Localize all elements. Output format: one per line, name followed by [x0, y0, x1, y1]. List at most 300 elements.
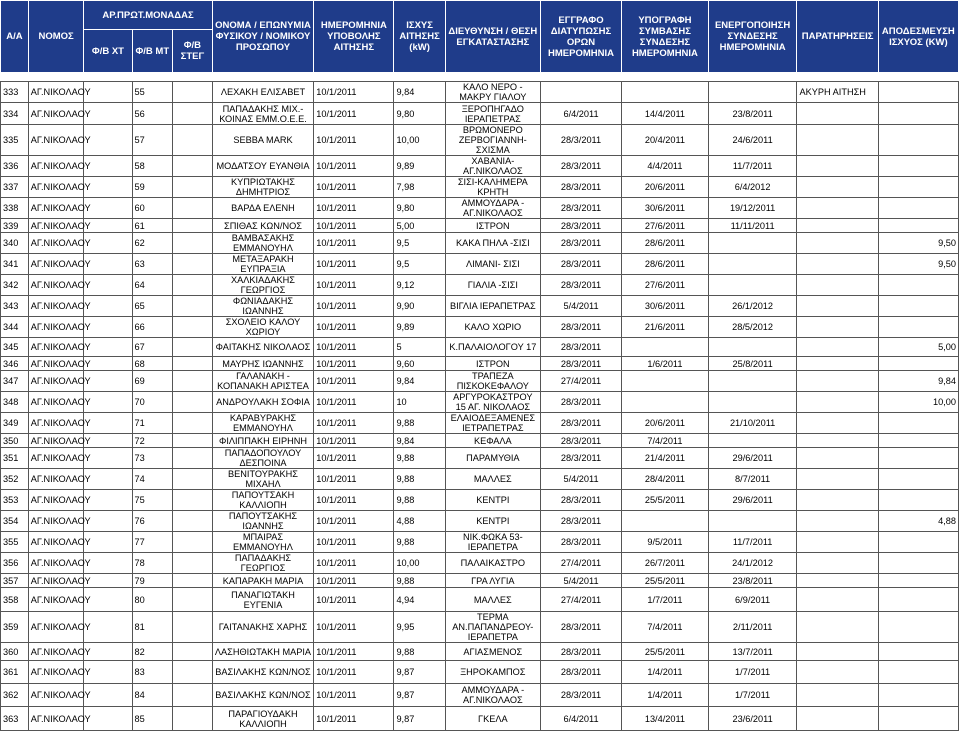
row-date: 10/1/2011 — [314, 661, 394, 684]
row-fb-xt — [84, 317, 132, 338]
row-fb-mt: 60 — [132, 198, 173, 219]
row-name: ΠΑΠΑΔΑΚΗΣ ΜΙΧ.- ΚΟΙΝΑΣ ΕΜΜ.Ο.Ε.Ε. — [212, 103, 314, 125]
row-date: 10/1/2011 — [314, 684, 394, 707]
row-name: ΑΝΔΡΟΥΛΑΚΗ ΣΟΦΙΑ — [212, 392, 314, 413]
row-contract-date: 30/6/2011 — [622, 296, 709, 317]
row-name: ΒΑΣΙΛΑΚΗΣ ΚΩΝ/ΝΟΣ — [212, 684, 314, 707]
row-power: 9,84 — [394, 371, 445, 392]
row-address: ΤΕΡΜΑ ΑΝ.ΠΑΠΑΝΔΡΕΟΥ-ΙΕΡΑΠΕΤΡΑ — [445, 612, 540, 643]
row-fb-steg — [173, 198, 213, 219]
row-activation-date: 6/9/2011 — [708, 588, 797, 612]
row-name: ΚΥΠΡΙΩΤΑΚΗΣ ΔΗΜΗΤΡΙΟΣ — [212, 177, 314, 198]
table-row — [1, 156, 959, 177]
row-contract-date: 25/5/2011 — [622, 490, 709, 511]
row-contract-date: 28/6/2011 — [622, 254, 709, 275]
row-terms-date: 28/3/2011 — [540, 511, 621, 532]
row-power: 9,88 — [394, 532, 445, 553]
row-fb-steg — [173, 275, 213, 296]
row-activation-date: 1/7/2011 — [708, 684, 797, 707]
row-fb-steg — [173, 684, 213, 707]
table-row — [1, 275, 959, 296]
table-row — [1, 254, 959, 275]
row-activation-date — [708, 338, 797, 357]
row-remarks — [797, 254, 878, 275]
row-contract-date: 27/6/2011 — [622, 219, 709, 233]
row-address: ΑΓΙΑΣΜΕΝΟΣ — [445, 643, 540, 661]
row-fb-xt — [84, 198, 132, 219]
row-fb-mt: 57 — [132, 125, 173, 156]
row-remarks — [797, 103, 878, 125]
row-activation-date: 24/6/2011 — [708, 125, 797, 156]
row-address: ΙΣΤΡΟΝ — [445, 357, 540, 371]
row-nomos: ΑΓ.ΝΙΚΟΛΑΟΥ — [28, 233, 84, 254]
row-date: 10/1/2011 — [314, 553, 394, 574]
row-power: 9,80 — [394, 103, 445, 125]
row-power: 4,88 — [394, 511, 445, 532]
row-activation-date: 19/12/2011 — [708, 198, 797, 219]
row-activation-date — [708, 275, 797, 296]
row-remarks — [797, 219, 878, 233]
row-release — [878, 219, 958, 233]
table-row — [1, 612, 959, 643]
table-row — [1, 296, 959, 317]
row-fb-steg — [173, 448, 213, 469]
row-fb-steg — [173, 469, 213, 490]
table-row — [1, 413, 959, 434]
row-fb-mt: 68 — [132, 357, 173, 371]
row-contract-date: 13/4/2011 — [622, 707, 709, 731]
row-activation-date — [708, 511, 797, 532]
row-date: 10/1/2011 — [314, 198, 394, 219]
row-terms-date: 28/3/2011 — [540, 317, 621, 338]
row-nomos: ΑΓ.ΝΙΚΟΛΑΟΥ — [28, 198, 84, 219]
row-contract-date: 1/7/2011 — [622, 588, 709, 612]
row-remarks: ΑΚΥΡΗ ΑΙΤΗΣΗ — [797, 82, 878, 103]
row-date: 10/1/2011 — [314, 125, 394, 156]
row-terms-date: 28/3/2011 — [540, 684, 621, 707]
header-paratiriseis: ΠΑΡΑΤΗΡΗΣΕΙΣ — [797, 1, 878, 73]
row-release — [878, 707, 958, 731]
row-terms-date: 28/3/2011 — [540, 177, 621, 198]
row-date: 10/1/2011 — [314, 511, 394, 532]
row-remarks — [797, 588, 878, 612]
row-contract-date: 20/6/2011 — [622, 413, 709, 434]
header-onoma: ΟΝΟΜΑ / ΕΠΩΝΥΜΙΑ ΦΥΣΙΚΟΥ / ΝΟΜΙΚΟΥ ΠΡΟΣΩΠΟΥ — [212, 1, 314, 73]
row-date: 10/1/2011 — [314, 612, 394, 643]
header-isxys: ΙΣΧΥΣ ΑΙΤΗΣΗΣ (kW) — [394, 1, 445, 73]
row-nomos: ΑΓ.ΝΙΚΟΛΑΟΥ — [28, 511, 84, 532]
row-power: 9,87 — [394, 707, 445, 731]
row-power: 9,90 — [394, 296, 445, 317]
row-power: 5 — [394, 338, 445, 357]
row-power: 9,89 — [394, 156, 445, 177]
row-power: 5,00 — [394, 219, 445, 233]
row-contract-date: 21/4/2011 — [622, 448, 709, 469]
row-fb-xt — [84, 219, 132, 233]
row-release — [878, 156, 958, 177]
row-aa: 352 — [1, 469, 29, 490]
row-power: 9,88 — [394, 448, 445, 469]
row-aa: 345 — [1, 338, 29, 357]
row-fb-mt: 77 — [132, 532, 173, 553]
table-row — [1, 511, 959, 532]
row-address: ΝΙΚ.ΦΩΚΑ 53-ΙΕΡΑΠΕΤΡΑ — [445, 532, 540, 553]
row-remarks — [797, 469, 878, 490]
row-release — [878, 177, 958, 198]
row-contract-date: 30/6/2011 — [622, 198, 709, 219]
row-nomos: ΑΓ.ΝΙΚΟΛΑΟΥ — [28, 661, 84, 684]
table-row — [1, 553, 959, 574]
row-terms-date: 28/3/2011 — [540, 532, 621, 553]
row-aa: 336 — [1, 156, 29, 177]
row-terms-date: 28/3/2011 — [540, 643, 621, 661]
row-release — [878, 448, 958, 469]
row-fb-mt: 80 — [132, 588, 173, 612]
row-fb-mt: 62 — [132, 233, 173, 254]
row-nomos: ΑΓ.ΝΙΚΟΛΑΟΥ — [28, 125, 84, 156]
row-activation-date: 29/6/2011 — [708, 490, 797, 511]
row-fb-steg — [173, 371, 213, 392]
row-nomos: ΑΓ.ΝΙΚΟΛΑΟΥ — [28, 82, 84, 103]
row-aa: 346 — [1, 357, 29, 371]
row-activation-date: 11/7/2011 — [708, 156, 797, 177]
row-aa: 354 — [1, 511, 29, 532]
row-fb-mt: 66 — [132, 317, 173, 338]
row-fb-mt: 70 — [132, 392, 173, 413]
row-fb-xt — [84, 125, 132, 156]
row-fb-xt — [84, 448, 132, 469]
row-terms-date: 27/4/2011 — [540, 588, 621, 612]
row-date: 10/1/2011 — [314, 707, 394, 731]
row-name: SEBBA MARK — [212, 125, 314, 156]
row-fb-xt — [84, 532, 132, 553]
row-fb-mt: 61 — [132, 219, 173, 233]
row-fb-xt — [84, 82, 132, 103]
row-power: 7,98 — [394, 177, 445, 198]
row-date: 10/1/2011 — [314, 588, 394, 612]
row-contract-date: 14/4/2011 — [622, 103, 709, 125]
row-power: 9,5 — [394, 254, 445, 275]
row-fb-xt — [84, 434, 132, 448]
row-fb-steg — [173, 643, 213, 661]
row-power: 9,88 — [394, 469, 445, 490]
row-fb-steg — [173, 511, 213, 532]
row-remarks — [797, 233, 878, 254]
row-address: ΓΡΑ ΛΥΓΙΑ — [445, 574, 540, 588]
row-fb-mt: 58 — [132, 156, 173, 177]
row-name: ΠΑΠΟΥΤΣΑΚΗ ΚΑΛΛΙΟΠΗ — [212, 490, 314, 511]
row-aa: 340 — [1, 233, 29, 254]
row-release: 4,88 — [878, 511, 958, 532]
row-address: ΓΙΑΛΙΑ -ΣΙΣΙ — [445, 275, 540, 296]
row-fb-mt: 85 — [132, 707, 173, 731]
header-eggrafo: ΕΓΓΡΑΦΟ ΔΙΑΤΥΠΩΣΗΣ ΟΡΩΝ ΗΜΕΡΟΜΗΝΙΑ — [540, 1, 621, 73]
row-terms-date: 5/4/2011 — [540, 296, 621, 317]
row-activation-date: 26/1/2012 — [708, 296, 797, 317]
row-contract-date: 1/4/2011 — [622, 684, 709, 707]
row-fb-steg — [173, 434, 213, 448]
row-power: 9,88 — [394, 574, 445, 588]
row-aa: 363 — [1, 707, 29, 731]
row-address: ΚΑΚΑ ΠΗΛΑ -ΣΙΣΙ — [445, 233, 540, 254]
row-release — [878, 469, 958, 490]
table-row — [1, 338, 959, 357]
row-name: ΛΑΣΗΘΙΩΤΑΚΗ ΜΑΡΙΑ — [212, 643, 314, 661]
row-aa: 337 — [1, 177, 29, 198]
row-terms-date: 28/3/2011 — [540, 233, 621, 254]
row-aa: 355 — [1, 532, 29, 553]
row-fb-steg — [173, 338, 213, 357]
row-fb-xt — [84, 511, 132, 532]
row-fb-xt — [84, 275, 132, 296]
table-row — [1, 103, 959, 125]
header-ypografi: ΥΠΟΓΡΑΦΗ ΣΥΜΒΑΣΗΣ ΣΥΝΔΕΣΗΣ ΗΜΕΡΟΜΗΝΙΑ — [622, 1, 709, 73]
header-date-aitisis: ΗΜΕΡΟΜΗΝΙΑ ΥΠΟΒΟΛΗΣ ΑΙΤΗΣΗΣ — [314, 1, 394, 73]
row-address: ΣΙΣΙ-ΚΑΛΗΜΕΡΑ ΚΡΗΤΗ — [445, 177, 540, 198]
row-fb-mt: 71 — [132, 413, 173, 434]
row-address: ΜΑΛΛΕΣ — [445, 588, 540, 612]
row-activation-date — [708, 82, 797, 103]
row-name: ΒΑΜΒΑΣΑΚΗΣ ΕΜΜΑΝΟΥΗΛ — [212, 233, 314, 254]
table-row — [1, 434, 959, 448]
row-contract-date: 21/6/2011 — [622, 317, 709, 338]
table-row — [1, 357, 959, 371]
row-release — [878, 553, 958, 574]
row-activation-date: 23/8/2011 — [708, 574, 797, 588]
row-name: ΚΑΡΑΒΥΡΑΚΗΣ ΕΜΜΑΝΟΥΗΛ — [212, 413, 314, 434]
row-fb-xt — [84, 684, 132, 707]
row-fb-mt: 74 — [132, 469, 173, 490]
row-date: 10/1/2011 — [314, 357, 394, 371]
row-remarks — [797, 125, 878, 156]
row-remarks — [797, 371, 878, 392]
row-name: ΠΑΝΑΓΙΩΤΑΚΗ ΕΥΓΕΝΙΑ — [212, 588, 314, 612]
row-activation-date: 21/10/2011 — [708, 413, 797, 434]
row-address: ΕΛΑΙΟΔΕΞΑΜΕΝΕΣ ΙΕΤΡΑΠΕΤΡΑΣ — [445, 413, 540, 434]
row-fb-mt: 81 — [132, 612, 173, 643]
row-contract-date: 28/6/2011 — [622, 233, 709, 254]
table-row — [1, 448, 959, 469]
row-aa: 333 — [1, 82, 29, 103]
row-name: ΣΧΟΛΕΙΟ ΚΑΛΟΥ ΧΩΡΙΟΥ — [212, 317, 314, 338]
row-fb-steg — [173, 82, 213, 103]
row-activation-date: 2/11/2011 — [708, 612, 797, 643]
row-activation-date — [708, 254, 797, 275]
row-contract-date: 1/6/2011 — [622, 357, 709, 371]
row-fb-mt: 59 — [132, 177, 173, 198]
row-fb-xt — [84, 413, 132, 434]
row-terms-date: 6/4/2011 — [540, 707, 621, 731]
row-power: 9,84 — [394, 82, 445, 103]
row-contract-date — [622, 511, 709, 532]
row-release: 9,84 — [878, 371, 958, 392]
row-release — [878, 357, 958, 371]
table-row — [1, 233, 959, 254]
row-remarks — [797, 574, 878, 588]
table-row — [1, 198, 959, 219]
row-date: 10/1/2011 — [314, 219, 394, 233]
row-terms-date: 27/4/2011 — [540, 371, 621, 392]
row-terms-date: 28/3/2011 — [540, 392, 621, 413]
row-remarks — [797, 707, 878, 731]
row-name: ΣΠΙΘΑΣ ΚΩΝ/ΝΟΣ — [212, 219, 314, 233]
row-nomos: ΑΓ.ΝΙΚΟΛΑΟΥ — [28, 275, 84, 296]
row-name: ΠΑΠΟΥΤΣΑΚΗΣ ΙΩΑΝΝΗΣ — [212, 511, 314, 532]
row-address: ΑΡΓΥΡΟΚΑΣΤΡΟΥ 15 ΑΓ. ΝΙΚΟΛΑΟΣ — [445, 392, 540, 413]
row-activation-date: 1/7/2011 — [708, 661, 797, 684]
row-fb-xt — [84, 574, 132, 588]
row-name: ΦΩΝΙΑΔΑΚΗΣ ΙΩΑΝΝΗΣ — [212, 296, 314, 317]
row-remarks — [797, 643, 878, 661]
row-address: ΠΑΡΑΜΥΘΙΑ — [445, 448, 540, 469]
row-contract-date: 4/4/2011 — [622, 156, 709, 177]
row-terms-date: 28/3/2011 — [540, 612, 621, 643]
row-nomos: ΑΓ.ΝΙΚΟΛΑΟΥ — [28, 371, 84, 392]
row-release — [878, 275, 958, 296]
row-date: 10/1/2011 — [314, 254, 394, 275]
row-contract-date: 20/4/2011 — [622, 125, 709, 156]
row-nomos: ΑΓ.ΝΙΚΟΛΑΟΥ — [28, 553, 84, 574]
row-address: ΑΜΜΟΥΔΑΡΑ - ΑΓ.ΝΙΚΟΛΑΟΣ — [445, 198, 540, 219]
row-power: 10,00 — [394, 553, 445, 574]
row-fb-xt — [84, 588, 132, 612]
row-fb-mt: 72 — [132, 434, 173, 448]
row-name: ΜΟΔΑΤΣΟΥ ΕΥΑΝΘΙΑ — [212, 156, 314, 177]
row-address: ΚΑΛΟ ΧΩΡΙΟ — [445, 317, 540, 338]
row-power: 9,95 — [394, 612, 445, 643]
table-row — [1, 707, 959, 731]
header-fb-xt: Φ/Β ΧΤ — [84, 30, 132, 73]
table-body — [1, 73, 959, 731]
row-fb-mt: 56 — [132, 103, 173, 125]
row-aa: 341 — [1, 254, 29, 275]
row-release — [878, 82, 958, 103]
row-terms-date: 5/4/2011 — [540, 469, 621, 490]
row-address: ΛΙΜΑΝΙ- ΣΙΣΙ — [445, 254, 540, 275]
row-aa: 358 — [1, 588, 29, 612]
row-name: ΚΑΠΑΡΑΚΗ ΜΑΡΙΑ — [212, 574, 314, 588]
row-date: 10/1/2011 — [314, 156, 394, 177]
row-address: ΓΚΕΛΑ — [445, 707, 540, 731]
row-aa: 342 — [1, 275, 29, 296]
table-row — [1, 371, 959, 392]
row-remarks — [797, 684, 878, 707]
row-aa: 351 — [1, 448, 29, 469]
row-terms-date: 28/3/2011 — [540, 490, 621, 511]
row-fb-steg — [173, 553, 213, 574]
row-address: ΜΑΛΛΕΣ — [445, 469, 540, 490]
row-address: ΙΣΤΡΟΝ — [445, 219, 540, 233]
table-row — [1, 643, 959, 661]
row-fb-steg — [173, 219, 213, 233]
row-aa: 360 — [1, 643, 29, 661]
row-release — [878, 198, 958, 219]
row-power: 4,94 — [394, 588, 445, 612]
table-row — [1, 125, 959, 156]
row-remarks — [797, 275, 878, 296]
row-address: ΚΕΦΑΛΑ — [445, 434, 540, 448]
row-fb-steg — [173, 254, 213, 275]
row-nomos: ΑΓ.ΝΙΚΟΛΑΟΥ — [28, 532, 84, 553]
row-fb-xt — [84, 469, 132, 490]
header-fb-mt: Φ/Β ΜΤ — [132, 30, 173, 73]
row-address: ΠΑΛΑΙΚΑΣΤΡΟ — [445, 553, 540, 574]
row-contract-date: 28/4/2011 — [622, 469, 709, 490]
row-release — [878, 661, 958, 684]
row-fb-steg — [173, 357, 213, 371]
row-activation-date: 29/6/2011 — [708, 448, 797, 469]
row-contract-date: 26/7/2011 — [622, 553, 709, 574]
row-date: 10/1/2011 — [314, 177, 394, 198]
row-release: 5,00 — [878, 338, 958, 357]
header-dieythynsi: ΔΙΕΥΘΥΝΣΗ / ΘΕΣΗ ΕΓΚΑΤΑΣΤΑΣΗΣ — [445, 1, 540, 73]
row-release — [878, 684, 958, 707]
row-aa: 362 — [1, 684, 29, 707]
row-nomos: ΑΓ.ΝΙΚΟΛΑΟΥ — [28, 296, 84, 317]
row-fb-xt — [84, 103, 132, 125]
table-row — [1, 392, 959, 413]
row-fb-mt: 55 — [132, 82, 173, 103]
row-fb-steg — [173, 103, 213, 125]
row-release: 9,50 — [878, 254, 958, 275]
row-nomos: ΑΓ.ΝΙΚΟΛΑΟΥ — [28, 574, 84, 588]
row-aa: 357 — [1, 574, 29, 588]
row-nomos: ΑΓ.ΝΙΚΟΛΑΟΥ — [28, 588, 84, 612]
row-date: 10/1/2011 — [314, 296, 394, 317]
row-fb-steg — [173, 317, 213, 338]
row-fb-xt — [84, 643, 132, 661]
row-address: ΚΑΛΟ ΝΕΡΟ - ΜΑΚΡΥ ΓΙΑΛΟΥ — [445, 82, 540, 103]
row-name: ΦΑΙΤΑΚΗΣ ΝΙΚΟΛΑΟΣ — [212, 338, 314, 357]
row-activation-date: 11/11/2011 — [708, 219, 797, 233]
row-fb-mt: 63 — [132, 254, 173, 275]
row-contract-date: 1/4/2011 — [622, 661, 709, 684]
row-remarks — [797, 338, 878, 357]
row-name: ΓΑΙΤΑΝΑΚΗΣ ΧΑΡΗΣ — [212, 612, 314, 643]
row-release — [878, 103, 958, 125]
row-power: 9,60 — [394, 357, 445, 371]
row-fb-xt — [84, 490, 132, 511]
row-name: ΧΑΛΚΙΑΔΑΚΗΣ ΓΕΩΡΓΙΟΣ — [212, 275, 314, 296]
row-terms-date: 28/3/2011 — [540, 413, 621, 434]
row-activation-date: 11/7/2011 — [708, 532, 797, 553]
row-remarks — [797, 553, 878, 574]
row-date: 10/1/2011 — [314, 233, 394, 254]
row-fb-mt: 83 — [132, 661, 173, 684]
row-contract-date — [622, 392, 709, 413]
row-nomos: ΑΓ.ΝΙΚΟΛΑΟΥ — [28, 177, 84, 198]
row-aa: 356 — [1, 553, 29, 574]
row-aa: 349 — [1, 413, 29, 434]
row-fb-steg — [173, 612, 213, 643]
row-nomos: ΑΓ.ΝΙΚΟΛΑΟΥ — [28, 612, 84, 643]
row-fb-mt: 73 — [132, 448, 173, 469]
row-aa: 361 — [1, 661, 29, 684]
table-row — [1, 219, 959, 233]
row-name: ΜΑΥΡΗΣ ΙΩΑΝΝΗΣ — [212, 357, 314, 371]
header-nomos: ΝΟΜΟΣ — [28, 1, 84, 73]
row-name: ΠΑΠΑΔΟΠΟΥΛΟΥ ΔΕΣΠΟΙΝΑ — [212, 448, 314, 469]
row-fb-xt — [84, 296, 132, 317]
row-fb-xt — [84, 338, 132, 357]
row-terms-date: 27/4/2011 — [540, 553, 621, 574]
row-fb-steg — [173, 661, 213, 684]
row-nomos: ΑΓ.ΝΙΚΟΛΑΟΥ — [28, 156, 84, 177]
row-activation-date: 25/8/2011 — [708, 357, 797, 371]
row-fb-xt — [84, 612, 132, 643]
row-contract-date — [622, 338, 709, 357]
row-fb-xt — [84, 707, 132, 731]
